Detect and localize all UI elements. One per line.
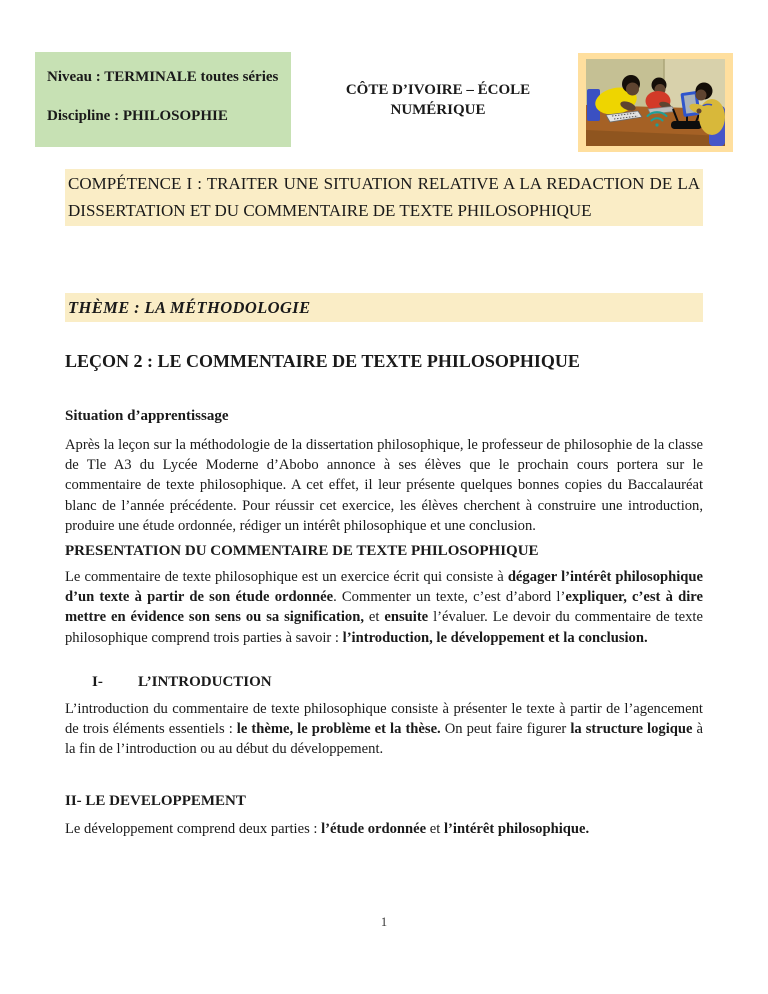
discipline-label: Discipline : PHILOSOPHIE xyxy=(47,108,228,124)
level-label: Niveau : TERMINALE toutes séries xyxy=(47,69,279,85)
lesson-title: LEÇON 2 : LE COMMENTAIRE DE TEXTE PHILOSOPHIQUE xyxy=(65,351,580,371)
introduction-heading-label: L’INTRODUCTION xyxy=(138,674,272,690)
org-title-line2: NUMÉRIQUE xyxy=(390,102,486,118)
text-run: On peut faire figurer xyxy=(440,721,571,738)
text-run: l’étude ordonnée xyxy=(321,821,427,837)
introduction-paragraph xyxy=(65,699,703,760)
theme-banner: THÈME : LA MÉTHODOLOGIE xyxy=(65,293,703,322)
development-paragraph xyxy=(65,819,703,839)
text-run: et xyxy=(426,821,444,837)
text-run: dégager l’intérêt philosophique d’un texte à partir de son étude ordonnée xyxy=(65,569,703,606)
text-run: l’intérêt philosophique. xyxy=(443,821,590,837)
text-run: expliquer, c’est à dire mettre en évidence son sens ou sa signification, xyxy=(65,589,703,626)
page-number: 1 xyxy=(380,915,388,929)
presentation-paragraph xyxy=(65,567,703,648)
competence-banner: COMPÉTENCE I : TRAITER UNE SITUATION RELATIVE A LA REDACTION DE LA DISSERTATION ET DU COMMENTAIRE DE TEXTE PHILOSOPHIQUE xyxy=(65,169,703,226)
students-clipart-image xyxy=(578,53,733,152)
introduction-numeral: I- xyxy=(92,674,103,690)
situation-heading: Situation d’apprentissage xyxy=(65,408,229,424)
text-run: ensuite xyxy=(384,609,429,626)
org-title xyxy=(315,80,561,120)
text-run: l’évaluer. Le devoir du commentaire de texte philosophique comprend trois parties à savoir : xyxy=(65,609,703,646)
development-heading: II- LE DEVELOPPEMENT xyxy=(65,793,246,809)
presentation-heading: PRESENTATION DU COMMENTAIRE DE TEXTE PHILOSOPHIQUE xyxy=(65,543,539,559)
org-title-line1: CÔTE D’IVOIRE – ÉCOLE xyxy=(345,82,531,98)
text-run: le thème, le problème et la thèse. xyxy=(236,721,441,738)
text-run: la structure logique xyxy=(570,721,693,738)
students-clipart-graphic xyxy=(586,59,725,146)
level-discipline-box xyxy=(35,52,291,147)
text-run: à la fin de l’introduction ou au début du développement. xyxy=(65,721,703,758)
situation-paragraph: Après la leçon sur la méthodologie de la dissertation philosophique, le professeur de philosophie de la classe de Tle A3 du Lycée Moderne d’Abobo annonce à ses élèves que le prochain cours portera sur le commentaire de texte philosophique. A cet effet, il leur présente quelques bonnes copies du Baccalauréat blanc de l’année précédente. Pour réussir cet exercice, les élèves cherchent à construire une introduction, produire une étude ordonnée, rédiger un intérêt philosophique et une conclusion. xyxy=(65,437,703,534)
text-run: L’introduction du commentaire de texte philosophique consiste à présenter le texte à partir de l’agencement de trois éléments essentiels : xyxy=(65,701,703,738)
text-run: Le commentaire de texte philosophique est un exercice écrit qui consiste à xyxy=(65,569,508,585)
text-run: Le développement comprend deux parties : xyxy=(65,821,322,837)
text-run: et xyxy=(363,609,385,626)
introduction-heading xyxy=(92,672,703,692)
text-run: l’introduction, le développement et la conclusion. xyxy=(342,629,648,646)
text-run: . Commenter un texte, c’est d’abord l’ xyxy=(333,589,566,606)
